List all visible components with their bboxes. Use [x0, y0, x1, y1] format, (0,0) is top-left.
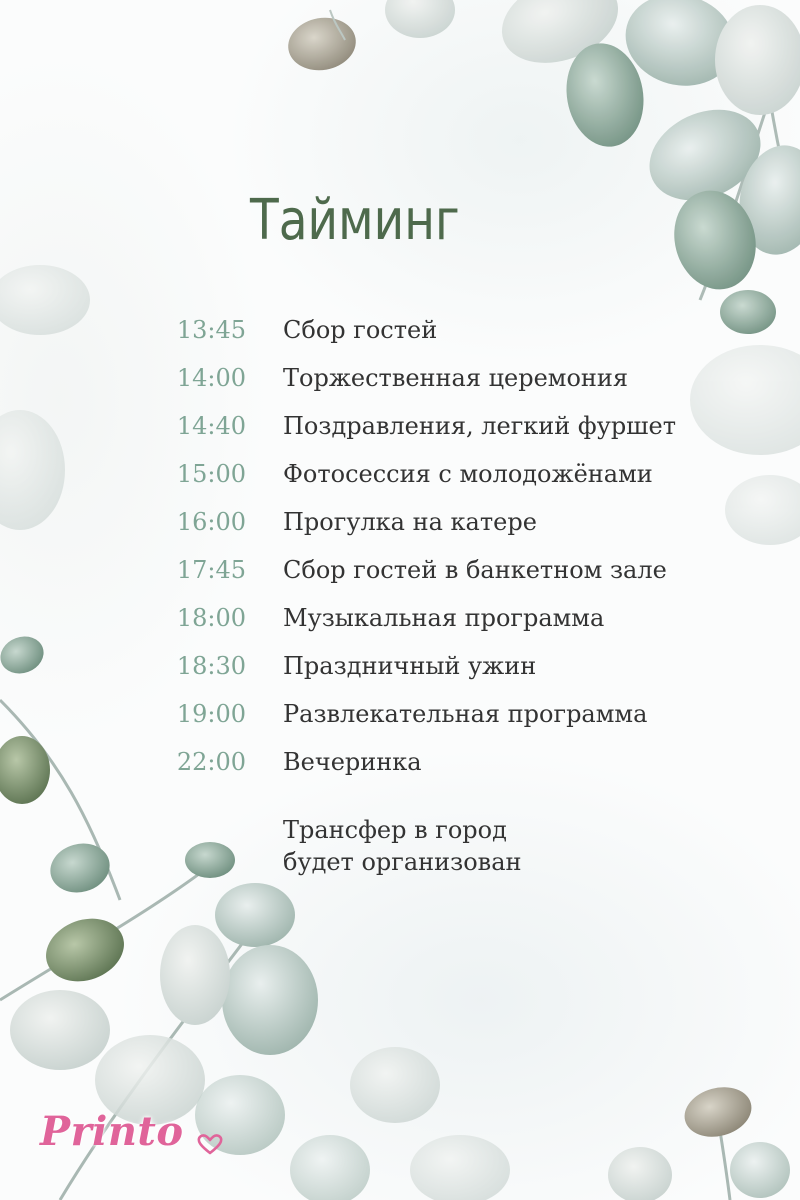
schedule-time: 15:00	[176, 460, 246, 488]
printo-logo: Printo	[40, 1108, 184, 1155]
schedule-row	[0, 652, 800, 692]
schedule-time: 18:30	[176, 652, 246, 680]
schedule-row	[0, 412, 800, 452]
schedule-time: 19:00	[176, 700, 246, 728]
schedule-time: 14:40	[176, 412, 246, 440]
schedule-event: Музыкальная программа	[283, 604, 605, 632]
schedule-event: Сбор гостей	[283, 316, 438, 344]
schedule-event: Торжественная церемония	[283, 364, 629, 392]
schedule-row	[0, 748, 800, 788]
schedule-event: Поздравления, легкий фуршет	[283, 412, 676, 440]
schedule-event: Прогулка на катере	[283, 508, 537, 536]
page-title: Тайминг	[250, 188, 460, 253]
schedule-time: 16:00	[176, 508, 246, 536]
schedule-time: 13:45	[176, 316, 246, 344]
schedule-time: 14:00	[176, 364, 246, 392]
transfer-note-line: будет организован	[283, 848, 522, 876]
leaves-top-right	[284, 0, 800, 334]
transfer-note	[283, 814, 522, 878]
leaves-bottom-right	[608, 1080, 790, 1200]
schedule-row	[0, 508, 800, 548]
schedule-event: Развлекательная программа	[283, 700, 648, 728]
schedule-event: Праздничный ужин	[283, 652, 537, 680]
schedule-row	[0, 364, 800, 404]
schedule-row	[0, 460, 800, 500]
schedule-event: Фотосессия с молодожёнами	[283, 460, 653, 488]
schedule-time: 18:00	[176, 604, 246, 632]
transfer-note-line: Трансфер в город	[283, 816, 507, 844]
schedule-row	[0, 604, 800, 644]
schedule-event: Вечеринка	[283, 748, 422, 776]
schedule-event: Сбор гостей в банкетном зале	[283, 556, 667, 584]
heart-icon	[197, 1133, 223, 1155]
schedule-time: 22:00	[176, 748, 246, 776]
schedule-row	[0, 556, 800, 596]
schedule-time: 17:45	[176, 556, 246, 584]
schedule-row	[0, 316, 800, 356]
schedule-row	[0, 700, 800, 740]
